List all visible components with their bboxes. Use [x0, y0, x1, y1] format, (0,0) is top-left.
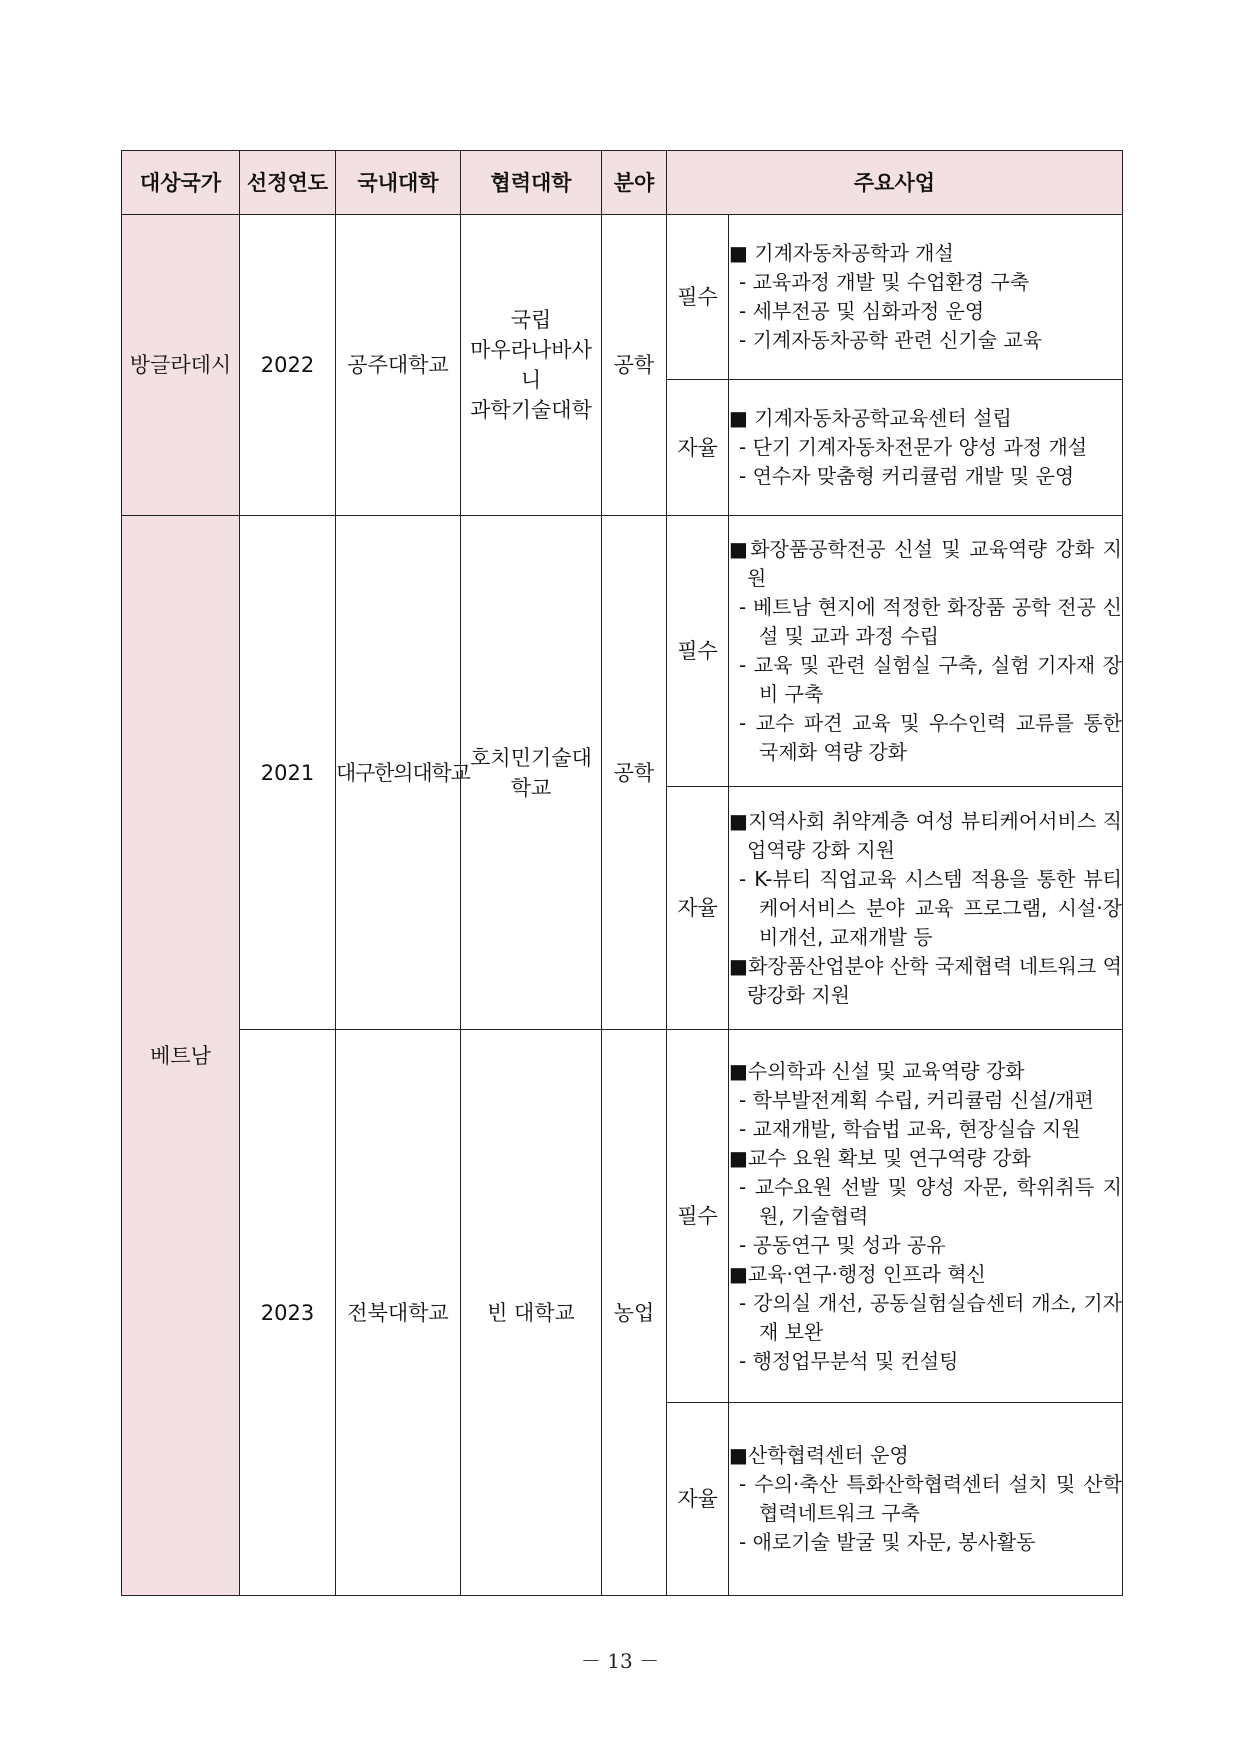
item-detail: - 공동연구 및 성과 공유 — [739, 1232, 946, 1257]
header-field: 분야 — [602, 151, 667, 215]
item-heading: ■수의학과 신설 및 교육역량 강화 — [729, 1058, 1025, 1083]
item-heading: ■교육·연구·행정 인프라 혁신 — [729, 1261, 986, 1286]
item-detail: - K-뷰티 직업교육 시스템 적용을 통한 뷰티케어서비스 분야 교육 프로그램, 시설·장비개선, 교재개발 등 — [739, 866, 1122, 949]
item-detail: - 기계자동차공학 관련 신기술 교육 — [739, 328, 1043, 352]
item-detail: - 교재개발, 학습법 교육, 현장실습 지원 — [739, 1116, 1081, 1141]
country-cell: 베트남 — [122, 516, 240, 1596]
domestic-univ-cell: 공주대학교 — [336, 215, 461, 516]
year-cell: 2023 — [240, 1030, 336, 1596]
field-cell: 공학 — [602, 215, 667, 516]
page-number: － 13 － — [580, 1649, 660, 1673]
domestic-univ-cell: 대구한의대학교 — [336, 516, 461, 1030]
item-detail: - 행정업무분석 및 컨설팅 — [739, 1348, 959, 1373]
item-detail: - 애로기술 발굴 및 자문, 봉사활동 — [739, 1530, 1036, 1554]
partner-univ-line: 학교 — [510, 775, 552, 800]
required-label: 필수 — [667, 516, 729, 787]
optional-items — [729, 1403, 1123, 1596]
required-label: 필수 — [667, 215, 729, 380]
item-detail: - 수의·축산 특화산학협력센터 설치 및 산학협력네트워크 구축 — [739, 1472, 1122, 1525]
domestic-univ-cell: 전북대학교 — [336, 1030, 461, 1596]
partner-univ-line: 마우라나바사니 — [470, 338, 592, 392]
required-items — [729, 215, 1123, 380]
partner-univ-line: 과학기술대학 — [470, 398, 592, 422]
required-items — [729, 1030, 1123, 1403]
optional-label: 자율 — [667, 380, 729, 516]
table-row — [122, 1030, 1123, 1403]
optional-label: 자율 — [667, 1403, 729, 1596]
partner-univ-cell — [461, 1030, 602, 1596]
project-table — [121, 150, 1123, 1596]
header-year: 선정연도 — [240, 151, 336, 215]
header-domestic-univ: 국내대학 — [336, 151, 461, 215]
field-cell: 농업 — [602, 1030, 667, 1596]
partner-univ-line: 호치민기술대 — [470, 745, 592, 770]
item-detail: - 연수자 맞춤형 커리큘럼 개발 및 운영 — [739, 464, 1075, 488]
item-heading: ■산학협력센터 운영 — [729, 1443, 909, 1467]
item-detail: - 강의실 개선, 공동실험실습센터 개소, 기자재 보완 — [739, 1290, 1122, 1344]
item-detail: - 단기 기계자동차전문가 양성 과정 개설 — [739, 435, 1088, 459]
item-detail: - 베트남 현지에 적정한 화장품 공학 전공 신설 및 교과 과정 수립 — [739, 595, 1122, 648]
item-heading: ■ 기계자동차공학교육센터 설립 — [729, 406, 1012, 430]
item-heading: ■화장품공학전공 신설 및 교육역량 강화 지원 — [729, 537, 1122, 590]
header-main-projects: 주요사업 — [667, 151, 1123, 215]
item-heading: ■지역사회 취약계층 여성 뷰티케어서비스 직업역량 강화 지원 — [729, 808, 1122, 862]
field-cell: 공학 — [602, 516, 667, 1030]
header-partner-univ: 협력대학 — [461, 151, 602, 215]
item-detail: - 학부발전계획 수립, 커리큘럼 신설/개편 — [739, 1087, 1094, 1112]
optional-items — [729, 380, 1123, 516]
partner-univ-cell — [461, 516, 602, 1030]
item-detail: - 교육 및 관련 실험실 구축, 실험 기자재 장비 구축 — [739, 653, 1122, 706]
partner-univ-line: 빈 대학교 — [487, 1300, 575, 1325]
year-cell: 2021 — [240, 516, 336, 1030]
header-country: 대상국가 — [122, 151, 240, 215]
item-detail: - 교수 파견 교육 및 우수인력 교류를 통한 국제화 역량 강화 — [739, 711, 1122, 764]
country-cell: 방글라데시 — [122, 215, 240, 516]
table-row — [122, 516, 1123, 787]
optional-label: 자율 — [667, 787, 729, 1030]
year-cell: 2022 — [240, 215, 336, 516]
item-heading: ■화장품산업분야 산학 국제협력 네트워크 역량강화 지원 — [729, 953, 1122, 1007]
item-detail: - 교수요원 선발 및 양성 자문, 학위취득 지원, 기술협력 — [739, 1174, 1122, 1228]
item-heading: ■교수 요원 확보 및 연구역량 강화 — [729, 1145, 1031, 1170]
table-row — [122, 215, 1123, 380]
required-label: 필수 — [667, 1030, 729, 1403]
partner-univ-line: 국립 — [510, 308, 552, 332]
item-detail: - 세부전공 및 심화과정 운영 — [739, 299, 985, 323]
item-heading: ■ 기계자동차공학과 개설 — [729, 241, 954, 265]
required-items — [729, 516, 1123, 787]
optional-items — [729, 787, 1123, 1030]
header-row — [122, 151, 1123, 215]
item-detail: - 교육과정 개발 및 수업환경 구축 — [739, 270, 1030, 294]
partner-univ-cell — [461, 215, 602, 516]
